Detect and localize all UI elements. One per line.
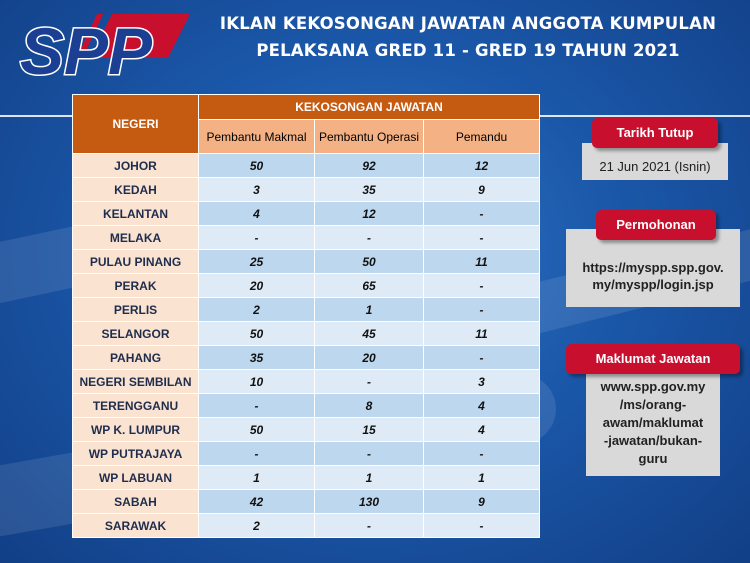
logo-text: SPP <box>20 14 153 86</box>
value-cell: - <box>424 202 540 226</box>
table-row <box>73 490 540 514</box>
header-state: NEGERI <box>73 95 199 154</box>
value-cell: 130 <box>315 490 424 514</box>
value-cell: 1 <box>424 466 540 490</box>
value-cell: - <box>199 226 315 250</box>
value-cell: 50 <box>199 154 315 178</box>
value-cell: 2 <box>199 514 315 538</box>
value-cell: - <box>315 514 424 538</box>
job-info-line-2: /ms/orang- <box>619 397 687 412</box>
value-cell: 50 <box>315 250 424 274</box>
table-row <box>73 442 540 466</box>
table-row <box>73 322 540 346</box>
value-cell: 1 <box>315 298 424 322</box>
value-cell: - <box>424 514 540 538</box>
value-cell: 1 <box>315 466 424 490</box>
value-cell: - <box>199 442 315 466</box>
value-cell: - <box>315 226 424 250</box>
table-row <box>73 370 540 394</box>
value-cell: 3 <box>199 178 315 202</box>
state-cell: KEDAH <box>73 178 199 202</box>
state-cell: WP PUTRAJAYA <box>73 442 199 466</box>
table-row <box>73 466 540 490</box>
value-cell: 4 <box>424 418 540 442</box>
state-cell: WP LABUAN <box>73 466 199 490</box>
value-cell: 10 <box>199 370 315 394</box>
value-cell: 15 <box>315 418 424 442</box>
table-row <box>73 274 540 298</box>
table-row <box>73 250 540 274</box>
header-column-2: Pembantu Operasi <box>315 120 424 154</box>
table-row <box>73 394 540 418</box>
value-cell: 65 <box>315 274 424 298</box>
value-cell: 12 <box>424 154 540 178</box>
table-row <box>73 226 540 250</box>
job-info-line-1: www.spp.gov.my <box>600 379 706 394</box>
state-cell: MELAKA <box>73 226 199 250</box>
value-cell: 8 <box>315 394 424 418</box>
title-line-2: PELAKSANA GRED 11 - GRED 19 TAHUN 2021 <box>256 41 680 60</box>
value-cell: 4 <box>424 394 540 418</box>
closing-date-value: 21 Jun 2021 (Isnin) <box>599 159 711 174</box>
value-cell: 12 <box>315 202 424 226</box>
state-cell: WP K. LUMPUR <box>73 418 199 442</box>
state-cell: PERAK <box>73 274 199 298</box>
value-cell: - <box>424 226 540 250</box>
value-cell: - <box>199 394 315 418</box>
state-cell: SABAH <box>73 490 199 514</box>
value-cell: 1 <box>199 466 315 490</box>
job-info-line-3: awam/maklumat <box>602 415 704 430</box>
value-cell: 11 <box>424 322 540 346</box>
value-cell: 9 <box>424 178 540 202</box>
value-cell: - <box>424 298 540 322</box>
state-cell: SARAWAK <box>73 514 199 538</box>
title-line-1: IKLAN KEKOSONGAN JAWATAN ANGGOTA KUMPULAN <box>219 14 717 33</box>
state-cell: TERENGGANU <box>73 394 199 418</box>
value-cell: 20 <box>315 346 424 370</box>
header-vacancies: KEKOSONGAN JAWATAN <box>199 95 540 120</box>
value-cell: 50 <box>199 322 315 346</box>
closing-date-label: Tarikh Tutup <box>592 118 718 148</box>
value-cell: 92 <box>315 154 424 178</box>
value-cell: 35 <box>315 178 424 202</box>
value-cell: - <box>424 274 540 298</box>
value-cell: 4 <box>199 202 315 226</box>
state-cell: PAHANG <box>73 346 199 370</box>
value-cell: 50 <box>199 418 315 442</box>
job-info-box <box>586 364 720 476</box>
job-info-line-5: guru <box>638 451 668 466</box>
application-label: Permohonan <box>596 210 716 240</box>
value-cell: 35 <box>199 346 315 370</box>
table-row <box>73 178 540 202</box>
application-box <box>566 229 740 307</box>
table-row <box>73 202 540 226</box>
value-cell: 11 <box>424 250 540 274</box>
table-row <box>73 418 540 442</box>
closing-date-box <box>582 143 728 180</box>
table-row <box>73 514 540 538</box>
page-title <box>196 10 740 64</box>
state-cell: KELANTAN <box>73 202 199 226</box>
header-column-1: Pembantu Makmal <box>199 120 315 154</box>
header-column-3: Pemandu <box>424 120 540 154</box>
state-cell: JOHOR <box>73 154 199 178</box>
job-info-label: Maklumat Jawatan <box>566 344 740 374</box>
table-row <box>73 298 540 322</box>
value-cell: 25 <box>199 250 315 274</box>
value-cell: - <box>315 370 424 394</box>
state-cell: PERLIS <box>73 298 199 322</box>
state-cell: NEGERI SEMBILAN <box>73 370 199 394</box>
value-cell: - <box>315 442 424 466</box>
job-info-line-4: -jawatan/bukan- <box>603 433 703 448</box>
state-cell: PULAU PINANG <box>73 250 199 274</box>
application-link-line-2: my/myspp/login.jsp <box>592 277 714 292</box>
value-cell: - <box>424 442 540 466</box>
value-cell: 45 <box>315 322 424 346</box>
value-cell: 20 <box>199 274 315 298</box>
table-row <box>73 346 540 370</box>
value-cell: 2 <box>199 298 315 322</box>
value-cell: 9 <box>424 490 540 514</box>
value-cell: 3 <box>424 370 540 394</box>
spp-logo <box>16 12 192 86</box>
value-cell: - <box>424 346 540 370</box>
state-cell: SELANGOR <box>73 322 199 346</box>
application-link-line-1: https://myspp.spp.gov. <box>582 260 724 275</box>
value-cell: 42 <box>199 490 315 514</box>
table-row <box>73 154 540 178</box>
vacancy-table <box>72 94 540 538</box>
